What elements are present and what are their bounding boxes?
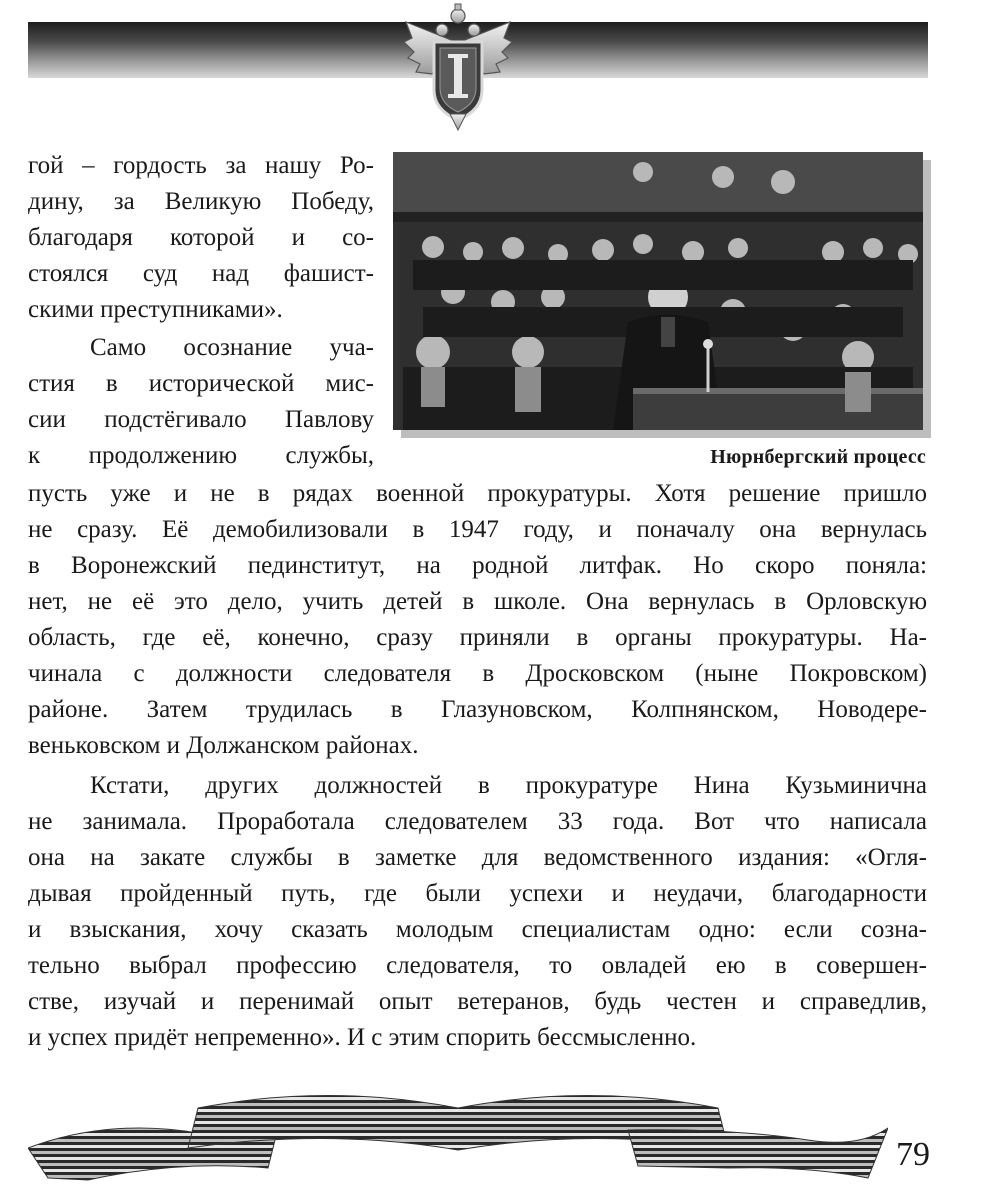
- text-line: нет, не её это дело, учить детей в школе. Она вернулась в Орловскую: [28, 588, 927, 615]
- text-line: гой – гордость за нашу Ро-: [28, 152, 374, 179]
- photo-frame: [393, 152, 923, 430]
- prosecutor-emblem-icon: [398, 2, 518, 132]
- text-line: стоялся суд над фашист-: [28, 260, 374, 287]
- text-line: веньковском и Должанском районах.: [28, 732, 419, 759]
- st-george-ribbon-icon: [28, 1088, 888, 1183]
- text-line: благодаря которой и со-: [28, 224, 374, 251]
- text-line: в Воронежский пединститут, на родной литфак. Но скоро поняла:: [28, 552, 927, 579]
- page-number: 79: [896, 1136, 930, 1173]
- text-line: тельно выбрал профессию следователя, то овладей ею в совершен-: [28, 952, 927, 979]
- nuremberg-trial-photo-icon: [393, 152, 923, 430]
- text-line: чинала с должности следователя в Дросковском (ныне Покровском): [28, 660, 927, 687]
- text-line: и взыскания, хочу сказать молодым специалистам одно: если созна-: [28, 916, 927, 943]
- text-line: скими преступниками».: [28, 296, 283, 323]
- text-line: сии подстёгивало Павлову: [28, 406, 374, 433]
- text-line: она на закате службы в заметке для ведомственного издания: «Огля-: [28, 844, 927, 871]
- text-line: районе. Затем трудилась в Глазуновском, Колпнянском, Новодере-: [28, 696, 927, 723]
- text-line: и успех придёт непременно». И с этим спорить бессмысленно.: [28, 1024, 697, 1051]
- text-line: Кстати, других должностей в прокуратуре Нина Кузьминична: [90, 772, 927, 799]
- text-line: область, где её, конечно, сразу приняли в органы прокуратуры. На-: [28, 624, 927, 651]
- text-line: дывая пройденный путь, где были успехи и неудачи, благодарности: [28, 880, 927, 907]
- text-line: к продолжению службы,: [28, 442, 374, 469]
- text-line: не сразу. Её демобилизовали в 1947 году, и поначалу она вернулась: [28, 516, 927, 543]
- text-line: пусть уже и не в рядах военной прокуратуры. Хотя решение пришло: [28, 480, 927, 507]
- text-line: стия в исторической мис-: [28, 370, 374, 397]
- photo-caption: Нюрнбергский процесс: [710, 446, 926, 468]
- text-line: Само осознание уча-: [90, 334, 374, 361]
- text-line: стве, изучай и перенимай опыт ветеранов, будь честен и справедлив,: [28, 988, 927, 1015]
- text-line: дину, за Великую Победу,: [28, 188, 374, 215]
- text-line: не занимала. Проработала следователем 33 года. Вот что написала: [28, 808, 927, 835]
